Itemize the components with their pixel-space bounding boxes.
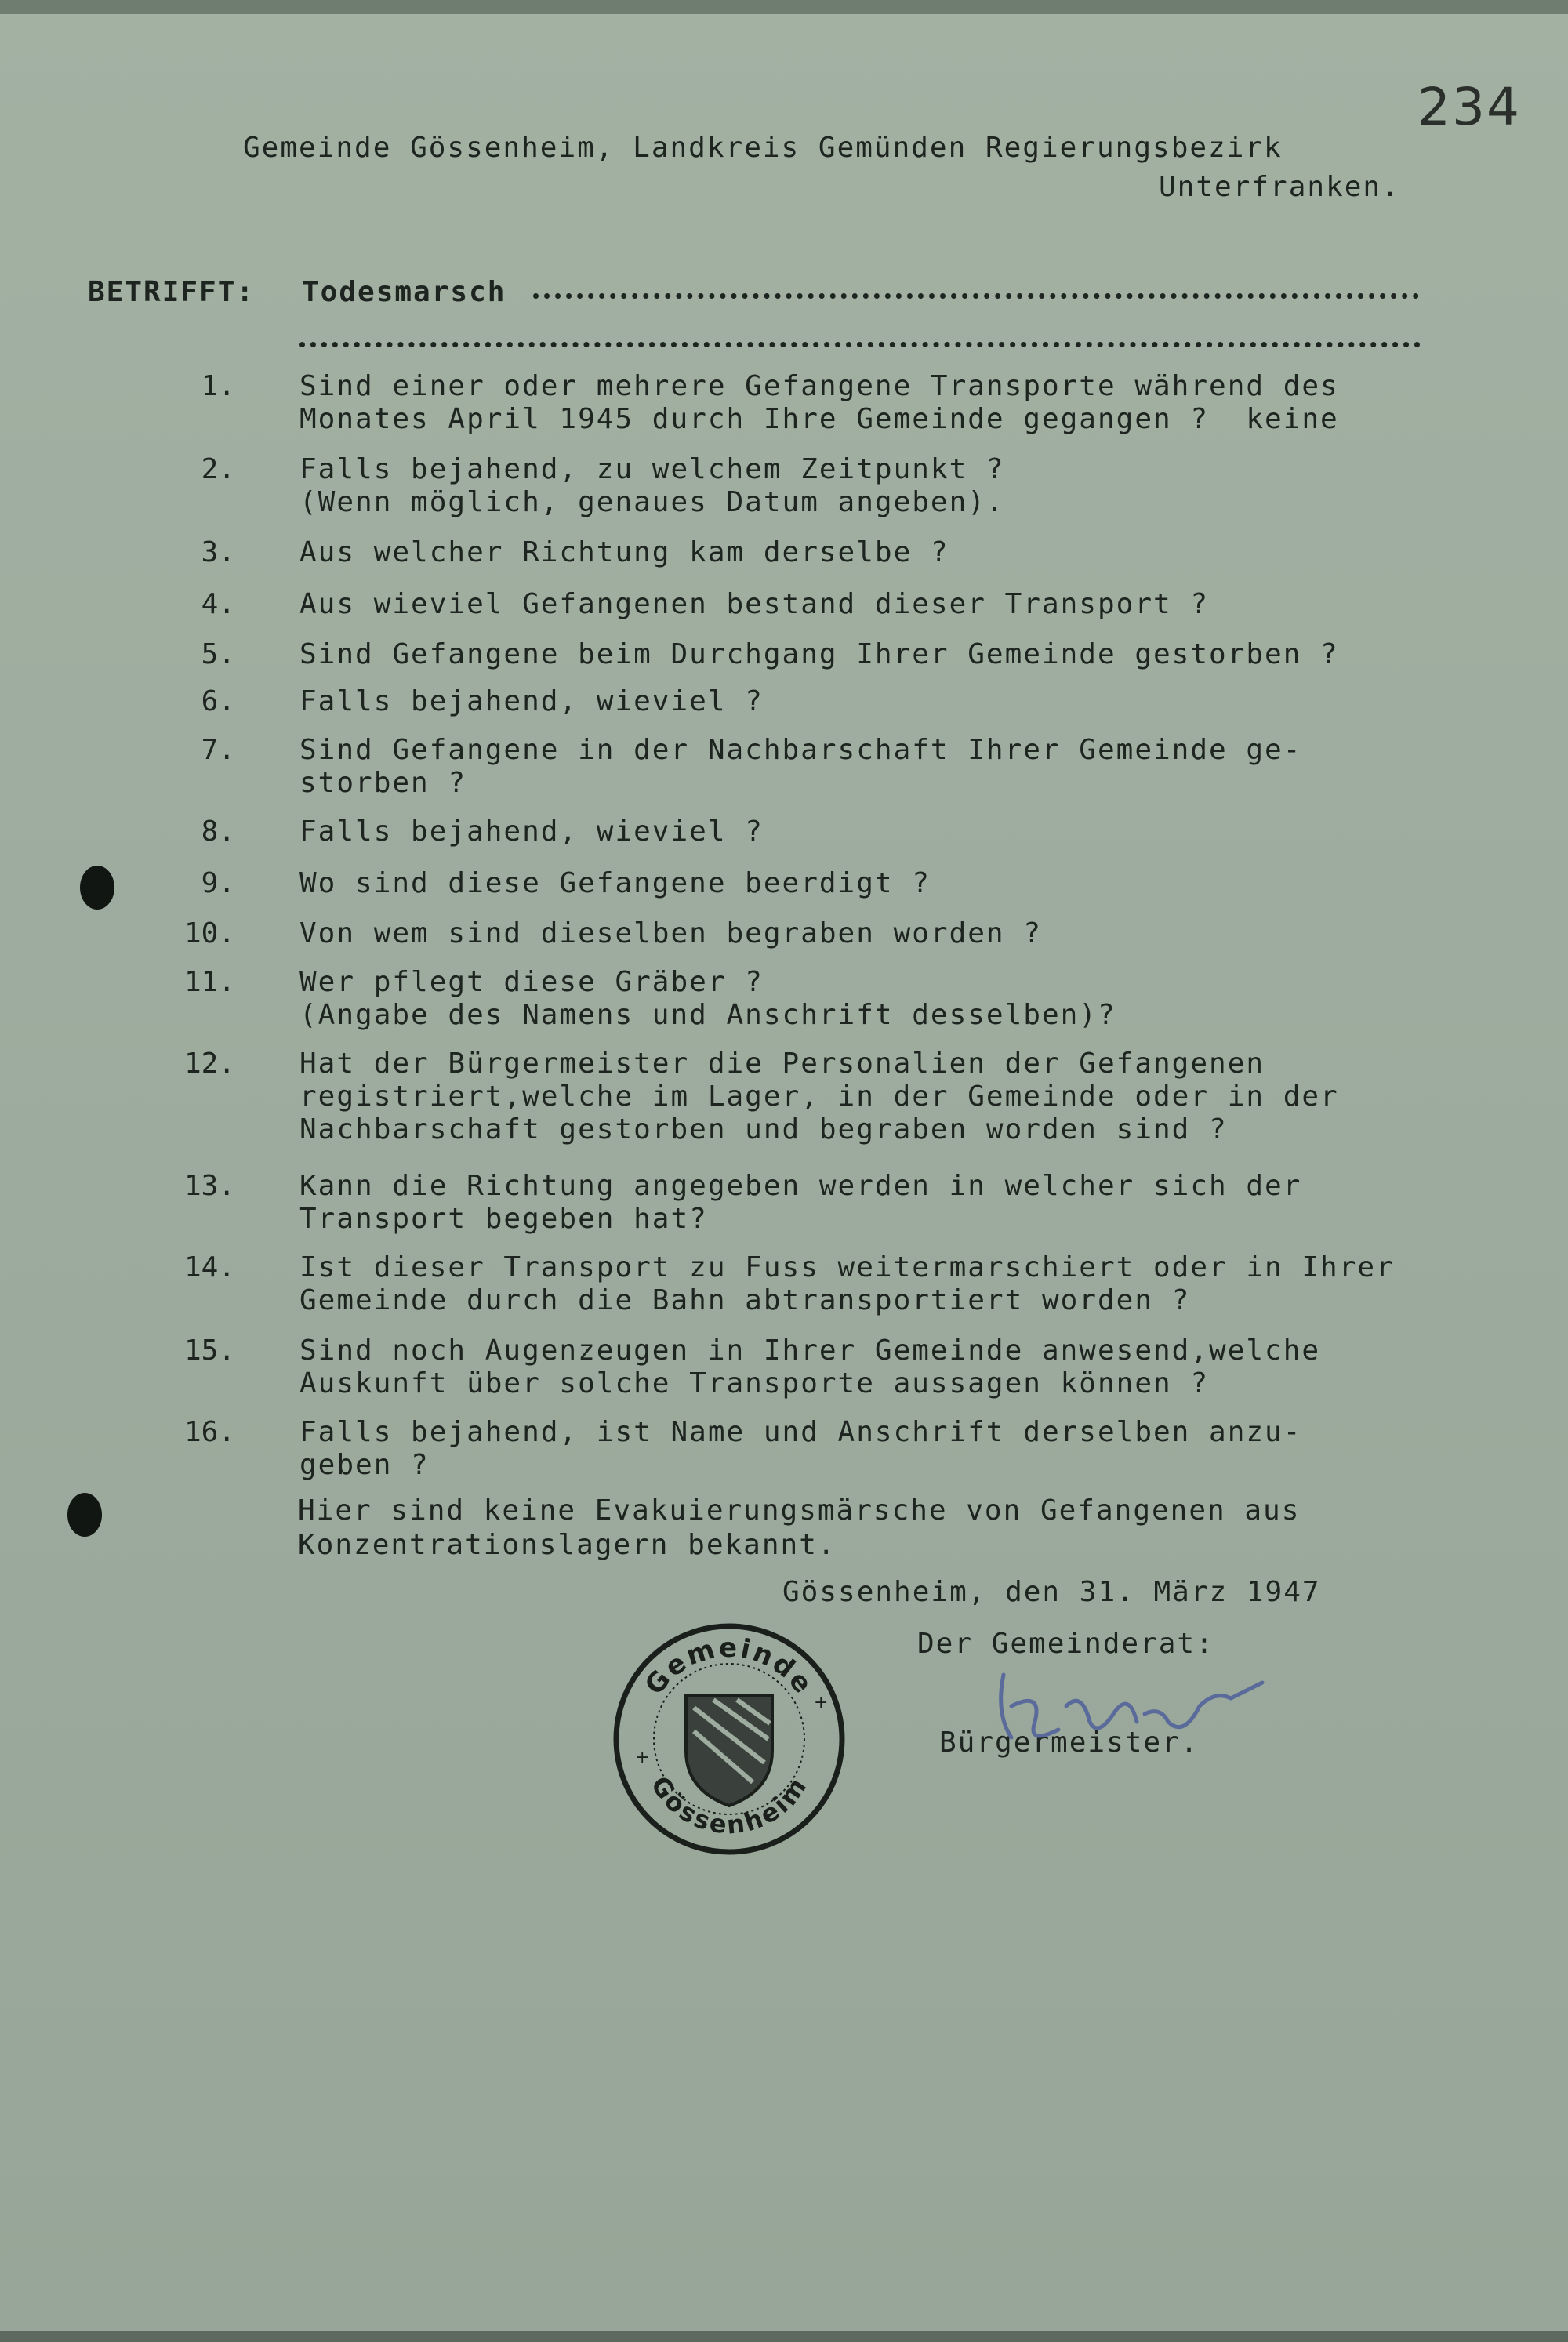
svg-text:+: + [814, 1693, 829, 1712]
question-text: Sind einer oder mehrere Gefangene Transporte während des Monates April 1945 durch Ihre Gemeinde gegangen ? keine [299, 370, 1339, 435]
page-number: 234 [1417, 77, 1521, 137]
subject-value: Todesmarsch [302, 276, 506, 308]
region-header: Unterfranken. [1159, 171, 1400, 203]
punch-hole [67, 1493, 102, 1537]
subject-label: BETRIFFT: [88, 276, 256, 308]
subject-dotted-line-2 [299, 342, 1421, 347]
question-number: 6. [201, 685, 235, 717]
punch-hole [80, 866, 114, 910]
question-text: Ist dieser Transport zu Fuss weitermarschiert oder in Ihrer Gemeinde durch die Bahn abtransportiert worden ? [299, 1251, 1395, 1316]
svg-text:+: + [635, 1748, 650, 1767]
question-text: Aus wieviel Gefangenen bestand dieser Transport ? [299, 588, 1210, 620]
question-number: 9. [201, 867, 235, 899]
question-number: 3. [201, 536, 235, 568]
question-number: 2. [201, 453, 235, 485]
municipal-seal-stamp [612, 1621, 847, 1857]
question-number: 1. [201, 370, 235, 402]
question-text: Sind Gefangene in der Nachbarschaft Ihrer Gemeinde ge- storben ? [299, 734, 1302, 799]
bottom-edge [0, 2331, 1568, 2342]
question-number: 8. [201, 815, 235, 848]
question-number: 5. [201, 638, 235, 670]
question-text: Falls bejahend, ist Name und Anschrift derselben anzu- geben ? [299, 1416, 1302, 1481]
closing-statement-line2: Konzentrationslagern bekannt. [298, 1529, 837, 1561]
municipality-header: Gemeinde Gössenheim, Landkreis Gemünden Regierungsbezirk [243, 132, 1283, 164]
question-text: Falls bejahend, wieviel ? [299, 815, 764, 848]
question-number: 14. [183, 1251, 235, 1284]
question-text: Kann die Richtung angegeben werden in welcher sich der Transport begeben hat? [299, 1170, 1302, 1235]
seal-bottom-text: Gössenheim [644, 1770, 814, 1840]
place-date: Gössenheim, den 31. März 1947 [782, 1576, 1321, 1608]
council-label: Der Gemeinderat: [917, 1628, 1214, 1660]
question-text: Sind Gefangene beim Durchgang Ihrer Gemeinde gestorben ? [299, 638, 1339, 670]
question-number: 11. [183, 966, 235, 998]
question-number: 4. [201, 588, 235, 620]
question-text: Hat der Bürgermeister die Personalien der Gefangenen registriert,welche im Lager, in der Gemeinde oder in der Nachbarschaft gestorben und begraben worden sind ? [299, 1048, 1339, 1146]
question-number: 15. [183, 1334, 235, 1367]
question-text: Sind noch Augenzeugen in Ihrer Gemeinde anwesend,welche Auskunft über solche Transporte aussagen können ? [299, 1334, 1321, 1400]
question-text: Wo sind diese Gefangene beerdigt ? [299, 867, 931, 899]
question-number: 7. [201, 734, 235, 766]
question-text: Falls bejahend, wieviel ? [299, 685, 764, 717]
question-number: 16. [183, 1416, 235, 1448]
question-number: 12. [183, 1048, 235, 1080]
question-text: Wer pflegt diese Gräber ? (Angabe des Namens und Anschrift desselben)? [299, 966, 1116, 1031]
question-text: Falls bejahend, zu welchem Zeitpunkt ? (Wenn möglich, genaues Datum angeben). [299, 453, 1005, 518]
subject-dotted-line [533, 293, 1419, 299]
question-number: 10. [183, 917, 235, 950]
mayor-signature [980, 1659, 1278, 1753]
mayor-label: Bürgermeister. [939, 1727, 1200, 1759]
seal-top-text: Gemeinde [638, 1632, 820, 1701]
seal-coat-of-arms-icon [686, 1696, 772, 1806]
question-text: Von wem sind dieselben begraben worden ? [299, 917, 1042, 950]
question-text: Aus welcher Richtung kam derselbe ? [299, 536, 949, 568]
closing-statement-line1: Hier sind keine Evakuierungsmärsche von Gefangenen aus [298, 1494, 1301, 1527]
question-number: 13. [183, 1170, 235, 1202]
top-edge [0, 0, 1568, 14]
